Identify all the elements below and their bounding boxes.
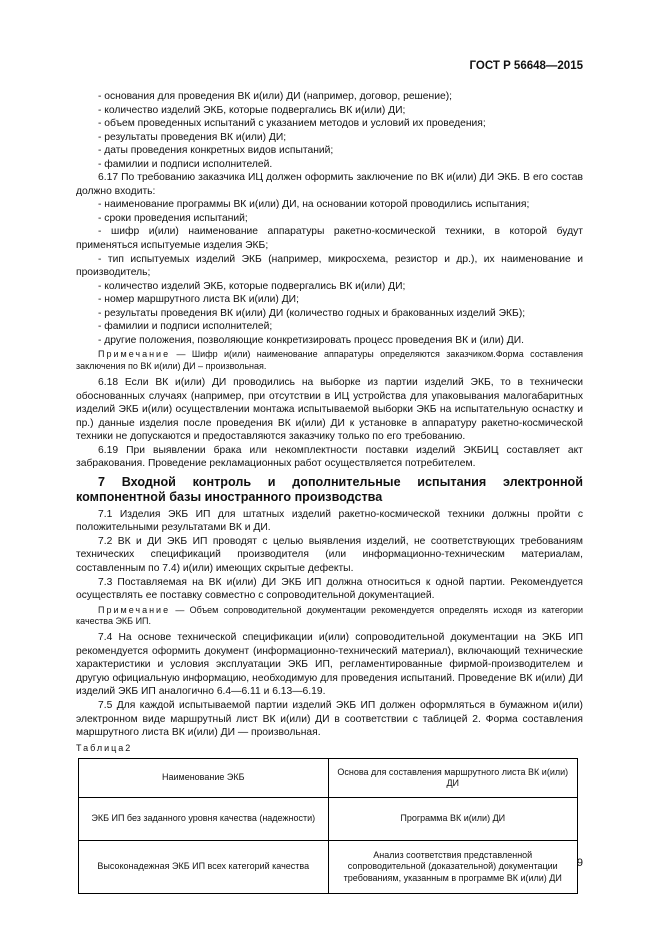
clause-6-17: 6.17 По требованию заказчика ИЦ должен оформить заключение по ВК и(или) ДИ ЭКБ. В его состав должно входить: (76, 172, 583, 197)
table-row (79, 798, 578, 841)
table-header-row (79, 759, 578, 798)
table-2 (78, 758, 578, 894)
table-cell: Анализ соответствия представленной сопроводительной (доказательной) документации требованиям, указанным в программе ВК и(или) ДИ (328, 841, 578, 894)
list-item: - фамилии и подписи исполнителей; (98, 321, 273, 333)
note-text: — Шифр и(или) наименование аппаратуры определяются заказчиком.Форма составления заключения по ВК и(или) ДИ – произвольная. (76, 349, 583, 372)
list-item: - результаты проведения ВК и(или) ДИ (количество годных и бракованных изделий ЭКБ); (98, 307, 526, 319)
list-item: - номер маршрутного листа ВК и(или) ДИ; (98, 294, 299, 306)
list-item: - количество изделий ЭКБ, которые подвергались ВК и(или) ДИ; (98, 104, 406, 116)
list-item: - объем проведенных испытаний с указанием методов и условий их проведения; (98, 118, 486, 130)
note-label: Примечание (98, 604, 171, 615)
clause-7-4: 7.4 На основе технической спецификации и(или) сопроводительной документации на ЭКБ ИП рекомендуется оформить документ (информационно-технический материал), включающий технические характеристики и условия эксплуатации ЭКБ ИП, регламентированные фирмой-производителем и другую официальную информацию, необходимую для проведения испытаний. Проведение ВК и(или) ДИ изделий ЭКБ ИП аналогично 6.4—6.11 и 6.13—6.19. (76, 632, 583, 698)
list-item: - тип испытуемых изделий ЭКБ (например, микросхема, резистор и др.), их наименование и производитель; (76, 253, 583, 279)
clause-7-3: 7.3 Поставляемая на ВК и(или) ДИ ЭКБ ИП должна относиться к одной партии. Рекомендуется осуществлять ее поставку совместно с сопроводительной документацией. (76, 576, 583, 602)
table-header-cell: Наименование ЭКБ (79, 759, 329, 798)
table-cell: ЭКБ ИП без заданного уровня качества (надежности) (79, 798, 329, 841)
list-item: - наименование программы ВК и(или) ДИ, на основании которой проводились испытания; (98, 199, 530, 211)
note-2 (76, 605, 583, 629)
note-text: — Объем сопроводительной документации рекомендуется определять исходя из категории качества ЭКБ ИП. (76, 604, 583, 627)
clause-7-1: 7.1 Изделия ЭКБ ИП для штатных изделий ракетно-космической техники должны пройти с положительными результатами ВК и ДИ. (76, 508, 583, 534)
clause-7-5: 7.5 Для каждой испытываемой партии изделий ЭКБ ИП должен оформляться в бумажном и(или) электронном виде маршрутный лист ВК и(или) ДИ в соответствии с таблицей 2. Форма составления маршрутного листа ВК и(или) ДИ — произвольная. (76, 699, 583, 739)
list-item: - результаты проведения ВК и(или) ДИ; (98, 131, 287, 143)
list-item: - даты проведения конкретных видов испытаний; (98, 145, 334, 157)
clause-7-2: 7.2 ВК и ДИ ЭКБ ИП проводят с целью выявления изделий, не соответствующих требованиям технических спецификаций производителя (или информационно-техническим материалам, составленным по 7.4) и(или) имеющих скрытые дефекты. (76, 535, 583, 574)
table-caption-word: Таблица (76, 742, 126, 753)
table-cell: Программа ВК и(или) ДИ (328, 798, 578, 841)
list-item: - сроки проведения испытаний; (98, 212, 248, 224)
list-item: - фамилии и подписи исполнителей. (98, 158, 273, 170)
list-item: - основания для проведения ВК и(или) ДИ (например, договор, решение); (98, 91, 452, 102)
table-caption (76, 742, 583, 756)
clause-6-19: 6.19 При выявлении брака или некомплектности поставки изделий ЭКБИЦ составляет акт забракования. Проведение рекламационных работ осуществляется потребителем. (76, 444, 583, 470)
page-body (76, 90, 583, 894)
table-cell: Высоконадежная ЭКБ ИП всех категорий качества (79, 841, 329, 894)
list-item: - шифр и(или) наименование аппаратуры ракетно-космической техники, в которой будут применяться испытуемые изделия ЭКБ; (76, 226, 583, 252)
table-header-cell: Основа для составления маршрутного листа ВК и(или) ДИ (328, 759, 578, 798)
table-row (79, 841, 578, 894)
note-1 (76, 349, 583, 373)
list-item: - другие положения, позволяющие конкретизировать процесс проведения ВК и (или) ДИ. (98, 334, 525, 346)
document-id: ГОСТ Р 56648—2015 (469, 60, 583, 72)
note-label: Примечание (98, 349, 171, 360)
clause-6-18: 6.18 Если ВК и(или) ДИ проводились на выборке из партии изделий ЭКБ, то в технически обоснованных случаях (например, при отсутствии в ИЦ устройства для упаковывания малогабаритных изделий ЭКБ и(или) осуществлении монтажа испытываемой выборки ЭКБ на испытательную оснастку и пр.) данные изделия после проведения ВК и(или) ДИ к установке в аппаратуру ракетно-космической техники не допускаются и предоставляются заказчику только по его требованию. (76, 376, 583, 443)
table-caption-number: 2 (125, 742, 133, 753)
section-7-title: 7 Входной контроль и дополнительные испытания электронной компонентной базы иностранного производства (76, 474, 583, 504)
list-item: - количество изделий ЭКБ, которые подвергались ВК и(или) ДИ; (98, 280, 406, 292)
page-number: 9 (576, 857, 583, 869)
